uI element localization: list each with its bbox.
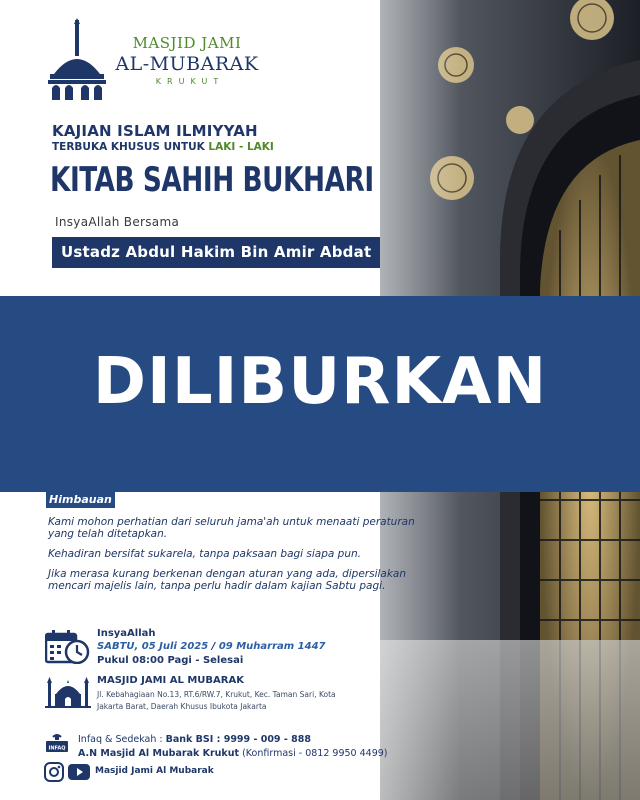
lokasi-alamat: Jl. Kebahagiaan No.13, RT.6/RW.7, Krukut, Kec. Taman Sari, Kota Jakarta Barat, Daerah Khusus Ibukota Jakarta	[97, 690, 336, 711]
kajian-subtitle	[52, 141, 274, 153]
kajian-title: KAJIAN ISLAM ILMIYYAH	[52, 122, 258, 140]
himbauan-paragraph-2: Kehadiran bersifat sukarela, tanpa paksaan bagi siapa pun.	[48, 548, 361, 560]
infaq-bank: Bank BSI : 9999 - 009 - 888	[165, 734, 311, 745]
youtube-icon[interactable]	[68, 763, 90, 781]
himbauan-paragraph-3: Jika merasa kurang berkenan dengan aturan yang ada, dipersilakan mencari majelis lain, tanpa perlu hadir dalam kajian Sabtu pagi.	[48, 568, 407, 592]
kajian-sub-prefix: TERBUKA KHUSUS UNTUK	[52, 141, 209, 153]
bersama-label: InsyaAllah Bersama	[55, 215, 180, 229]
tanggal-separator: /	[208, 641, 219, 652]
infaq-icon-label: INFAQ	[48, 745, 66, 752]
kajian-sub-highlight: LAKI - LAKI	[208, 141, 274, 153]
cancelled-banner-text: DILIBURKAN	[92, 345, 548, 419]
jadwal-tanggal	[97, 641, 326, 652]
infaq-account-name: A.N Masjid Al Mubarak Krukut	[78, 748, 240, 759]
mosque-location-icon	[45, 676, 91, 708]
tanggal-masehi: SABTU, 05 Juli 2025	[97, 641, 209, 652]
instagram-icon[interactable]	[44, 762, 64, 782]
infaq-konfirmasi: (Konfirmasi - 0812 9950 4499)	[239, 748, 388, 759]
tanggal-hijri: 09 Muharram 1447	[218, 641, 326, 652]
brand-name	[112, 34, 262, 88]
infaq-line1	[78, 734, 311, 745]
himbauan-paragraph-1: Kami mohon perhatian dari seluruh jama'ah untuk menaati peraturan yang telah ditetapkan.	[48, 516, 415, 540]
calendar-clock-icon	[45, 630, 91, 664]
brand-line1: MASJID JAMI	[132, 34, 242, 52]
infaq-box-icon	[45, 733, 69, 753]
brand-line3: KRUKUT	[155, 77, 225, 86]
mosque-logo-icon	[46, 18, 108, 102]
brand-line2: AL-MUBARAK	[115, 53, 259, 75]
jadwal-insya: InsyaAllah	[97, 628, 156, 639]
kitab-title: KITAB SAHIH BUKHARI	[50, 160, 374, 200]
sosmed-handle[interactable]: Masjid Jami Al Mubarak	[95, 766, 214, 776]
ustadz-name-badge: Ustadz Abdul Hakim Bin Amir Abdat	[52, 237, 380, 268]
himbauan-label: Himbauan	[46, 492, 115, 508]
lokasi-nama: MASJID JAMI AL MUBARAK	[97, 675, 244, 686]
infaq-prefix: Infaq & Sedekah :	[78, 734, 166, 745]
jadwal-waktu: Pukul 08:00 Pagi - Selesai	[97, 655, 244, 666]
infaq-line2	[78, 748, 388, 759]
